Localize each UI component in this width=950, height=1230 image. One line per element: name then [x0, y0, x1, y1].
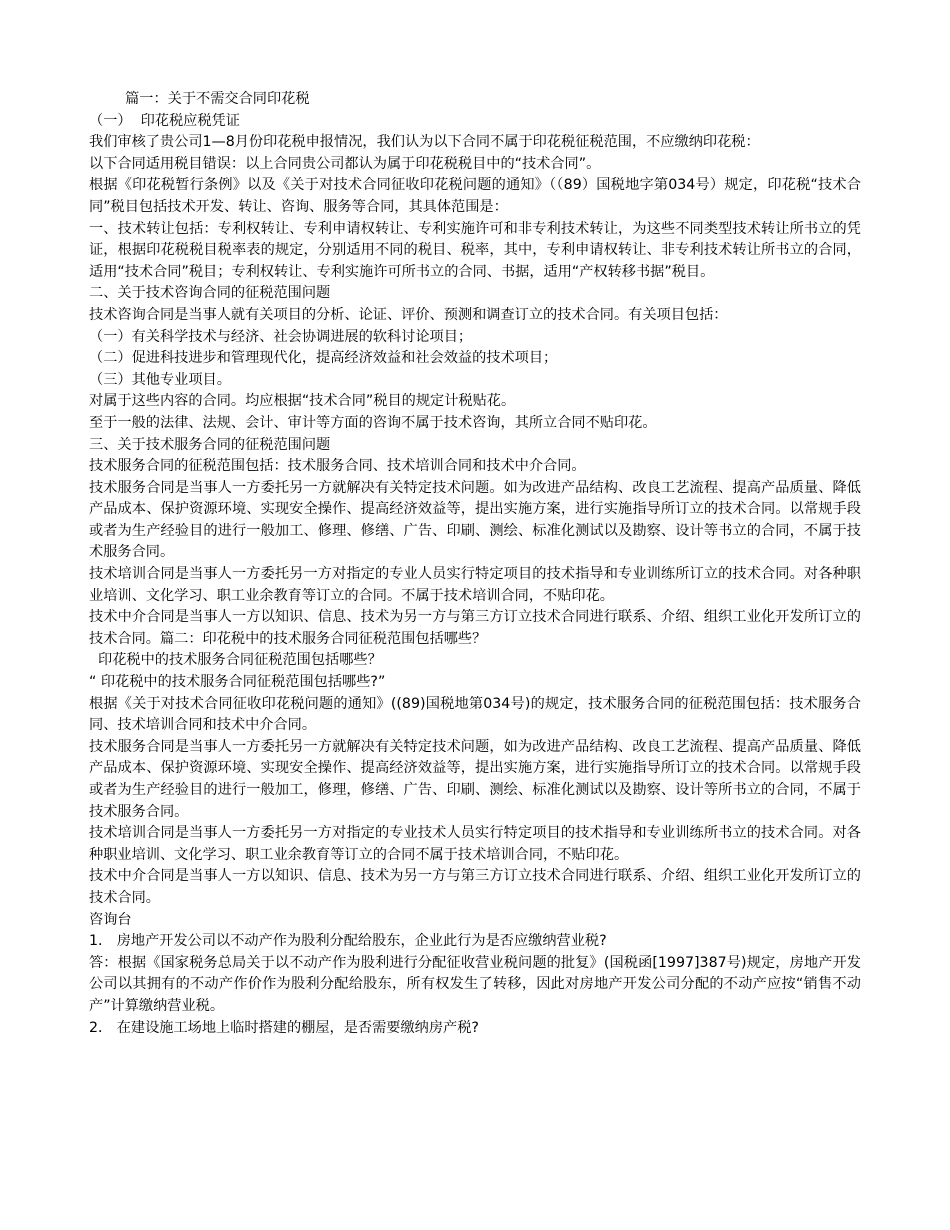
- paragraph: 一、技术转让包括：专利权转让、专利申请权转让、专利实施许可和非专利技术转让，为这些不同类型技术转让所书立的凭证，根据印花税税目税率表的规定，分别适用不同的税目、税率，其中，专利申请权转让、非专利技术转让所书立的合同，适用“技术合同”税目；专利权转让、专利实施许可所书立的合同、书据，适用“产权转移书据”税目。: [89, 220, 861, 280]
- section-title: （一） 印花税应税凭证: [89, 112, 240, 129]
- list-item: （二）促进科技进步和管理现代化，提高经济效益和社会效益的技术项目；: [89, 350, 558, 367]
- section-title: 二、关于技术咨询合同的征税范围问题: [89, 285, 331, 302]
- paragraph: 技术服务合同是当事人一方委托另一方就解决有关特定技术问题。如为改进产品结构、改良工艺流程、提高产品质量、降低产品成本、保护资源环境、实现安全操作、提高经济效益等，提出实施方案，进行实施指导所订立的技术合同。以常规手段或者为生产经验目的进行一般加工、修理、修缮、广告、印刷、测绘、标准化测试以及勘察、设计等书立的合同，不属于技术服务合同。: [89, 479, 861, 561]
- paragraph: 我们审核了贵公司1—8月份印花税申报情况，我们认为以下合同不属于印花税征税范围，不应缴纳印花税：: [89, 134, 760, 151]
- question: 2． 在建设施工场地上临时搭建的棚屋，是否需要缴纳房产税?: [89, 1019, 479, 1036]
- paragraph: 根据《关于对技术合同征收印花税问题的通知》((89)国税地第034号)的规定，技术服务合同的征税范围包括：技术服务合同、技术培训合同和技术中介合同。: [89, 695, 861, 734]
- quoted-question: “ 印花税中的技术服务合同征税范围包括哪些?”: [89, 674, 386, 691]
- paragraph: 技术培训合同是当事人一方委托另一方对指定的专业人员实行特定项目的技术指导和专业训练所订立的技术合同。对各种职业培训、文化学习、职工业余教育等订立的合同。不属于技术培训合同，不贴印花。: [89, 566, 861, 604]
- section-title: 咨询台: [89, 911, 132, 928]
- paragraph: 对属于这些内容的合同。均应根据“技术合同”税目的规定计税贴花。: [89, 393, 516, 410]
- paragraph: 以下合同适用税目错误：以上合同贵公司都认为属于印花税税目中的“技术合同”。: [89, 155, 601, 172]
- paragraph: 技术服务合同是当事人一方委托另一方就解决有关特定技术问题，如为改进产品结构、改良工艺流程、提高产品质量、降低产品成本、保护资源环境、实现安全操作、提高经济效益等，提出实施方案，进行实施指导所订立的技术合同。以常规手段或者为生产经验目的进行一般加工，修理，修缮、广告、印刷、测绘、标准化测试以及勘察、设计等所书立的合同，不属于技术服务合同。: [89, 738, 861, 820]
- paragraph: 技术中介合同是当事人一方以知识、信息、技术为另一方与第三方订立技术合同进行联系、介绍、组织工业化开发所订立的技术合同。: [89, 868, 861, 906]
- paragraph: 技术中介合同是当事人一方以知识、信息、技术为另一方与第三方订立技术合同进行联系、介绍、组织工业化开发所订立的技术合同。篇二：印花税中的技术服务合同征税范围包括哪些？: [89, 609, 861, 647]
- question: 1． 房地产开发公司以不动产作为股利分配给股东，企业此行为是否应缴纳营业税?: [89, 933, 607, 950]
- section-title: 三、关于技术服务合同的征税范围问题: [89, 436, 331, 453]
- paragraph: 至于一般的法律、法规、会计、审计等方面的咨询不属于技术咨询，其所立合同不贴印花。: [89, 414, 657, 431]
- document-heading: 篇一：关于不需交合同印花税: [89, 91, 310, 107]
- list-item: （一）有关科学技术与经济、社会协调进展的软科讨论项目；: [89, 328, 473, 345]
- paragraph: 技术咨询合同是当事人就有关项目的分析、论证、评价、预测和调查订立的技术合同。有关项目包括：: [89, 306, 728, 323]
- answer: 答：根据《国家税务总局关于以不动产作为股利进行分配征收营业税问题的批复》(国税函[1997]387号)规定，房地产开发公司以其拥有的不动产作价作为股利分配给股东，所有权发生了转移，因此对房地产开发公司分配的不动产应按“销售不动产”计算缴纳营业税。: [89, 954, 861, 1014]
- section-title: 印花税中的技术服务合同征税范围包括哪些？: [89, 652, 382, 669]
- paragraph: 技术服务合同的征税范围包括：技术服务合同、技术培训合同和技术中介合同。: [89, 458, 586, 475]
- paragraph: 根据《印花税暂行条例》以及《关于对技术合同征收印花税问题的通知》（（89）国税地字第034号）规定，印花税“技术合同”税目包括技术开发、转让、咨询、服务等合同，其具体范围是：: [89, 177, 861, 215]
- document-page: [89, 89, 861, 1039]
- list-item: （三）其他专业项目。: [89, 371, 231, 388]
- paragraph: 技术培训合同是当事人一方委托另一方对指定的专业技术人员实行特定项目的技术指导和专业训练所书立的技术合同。对各种职业培训、文化学习、职工业余教育等订立的合同不属于技术培训合同，不贴印花。: [89, 825, 861, 863]
